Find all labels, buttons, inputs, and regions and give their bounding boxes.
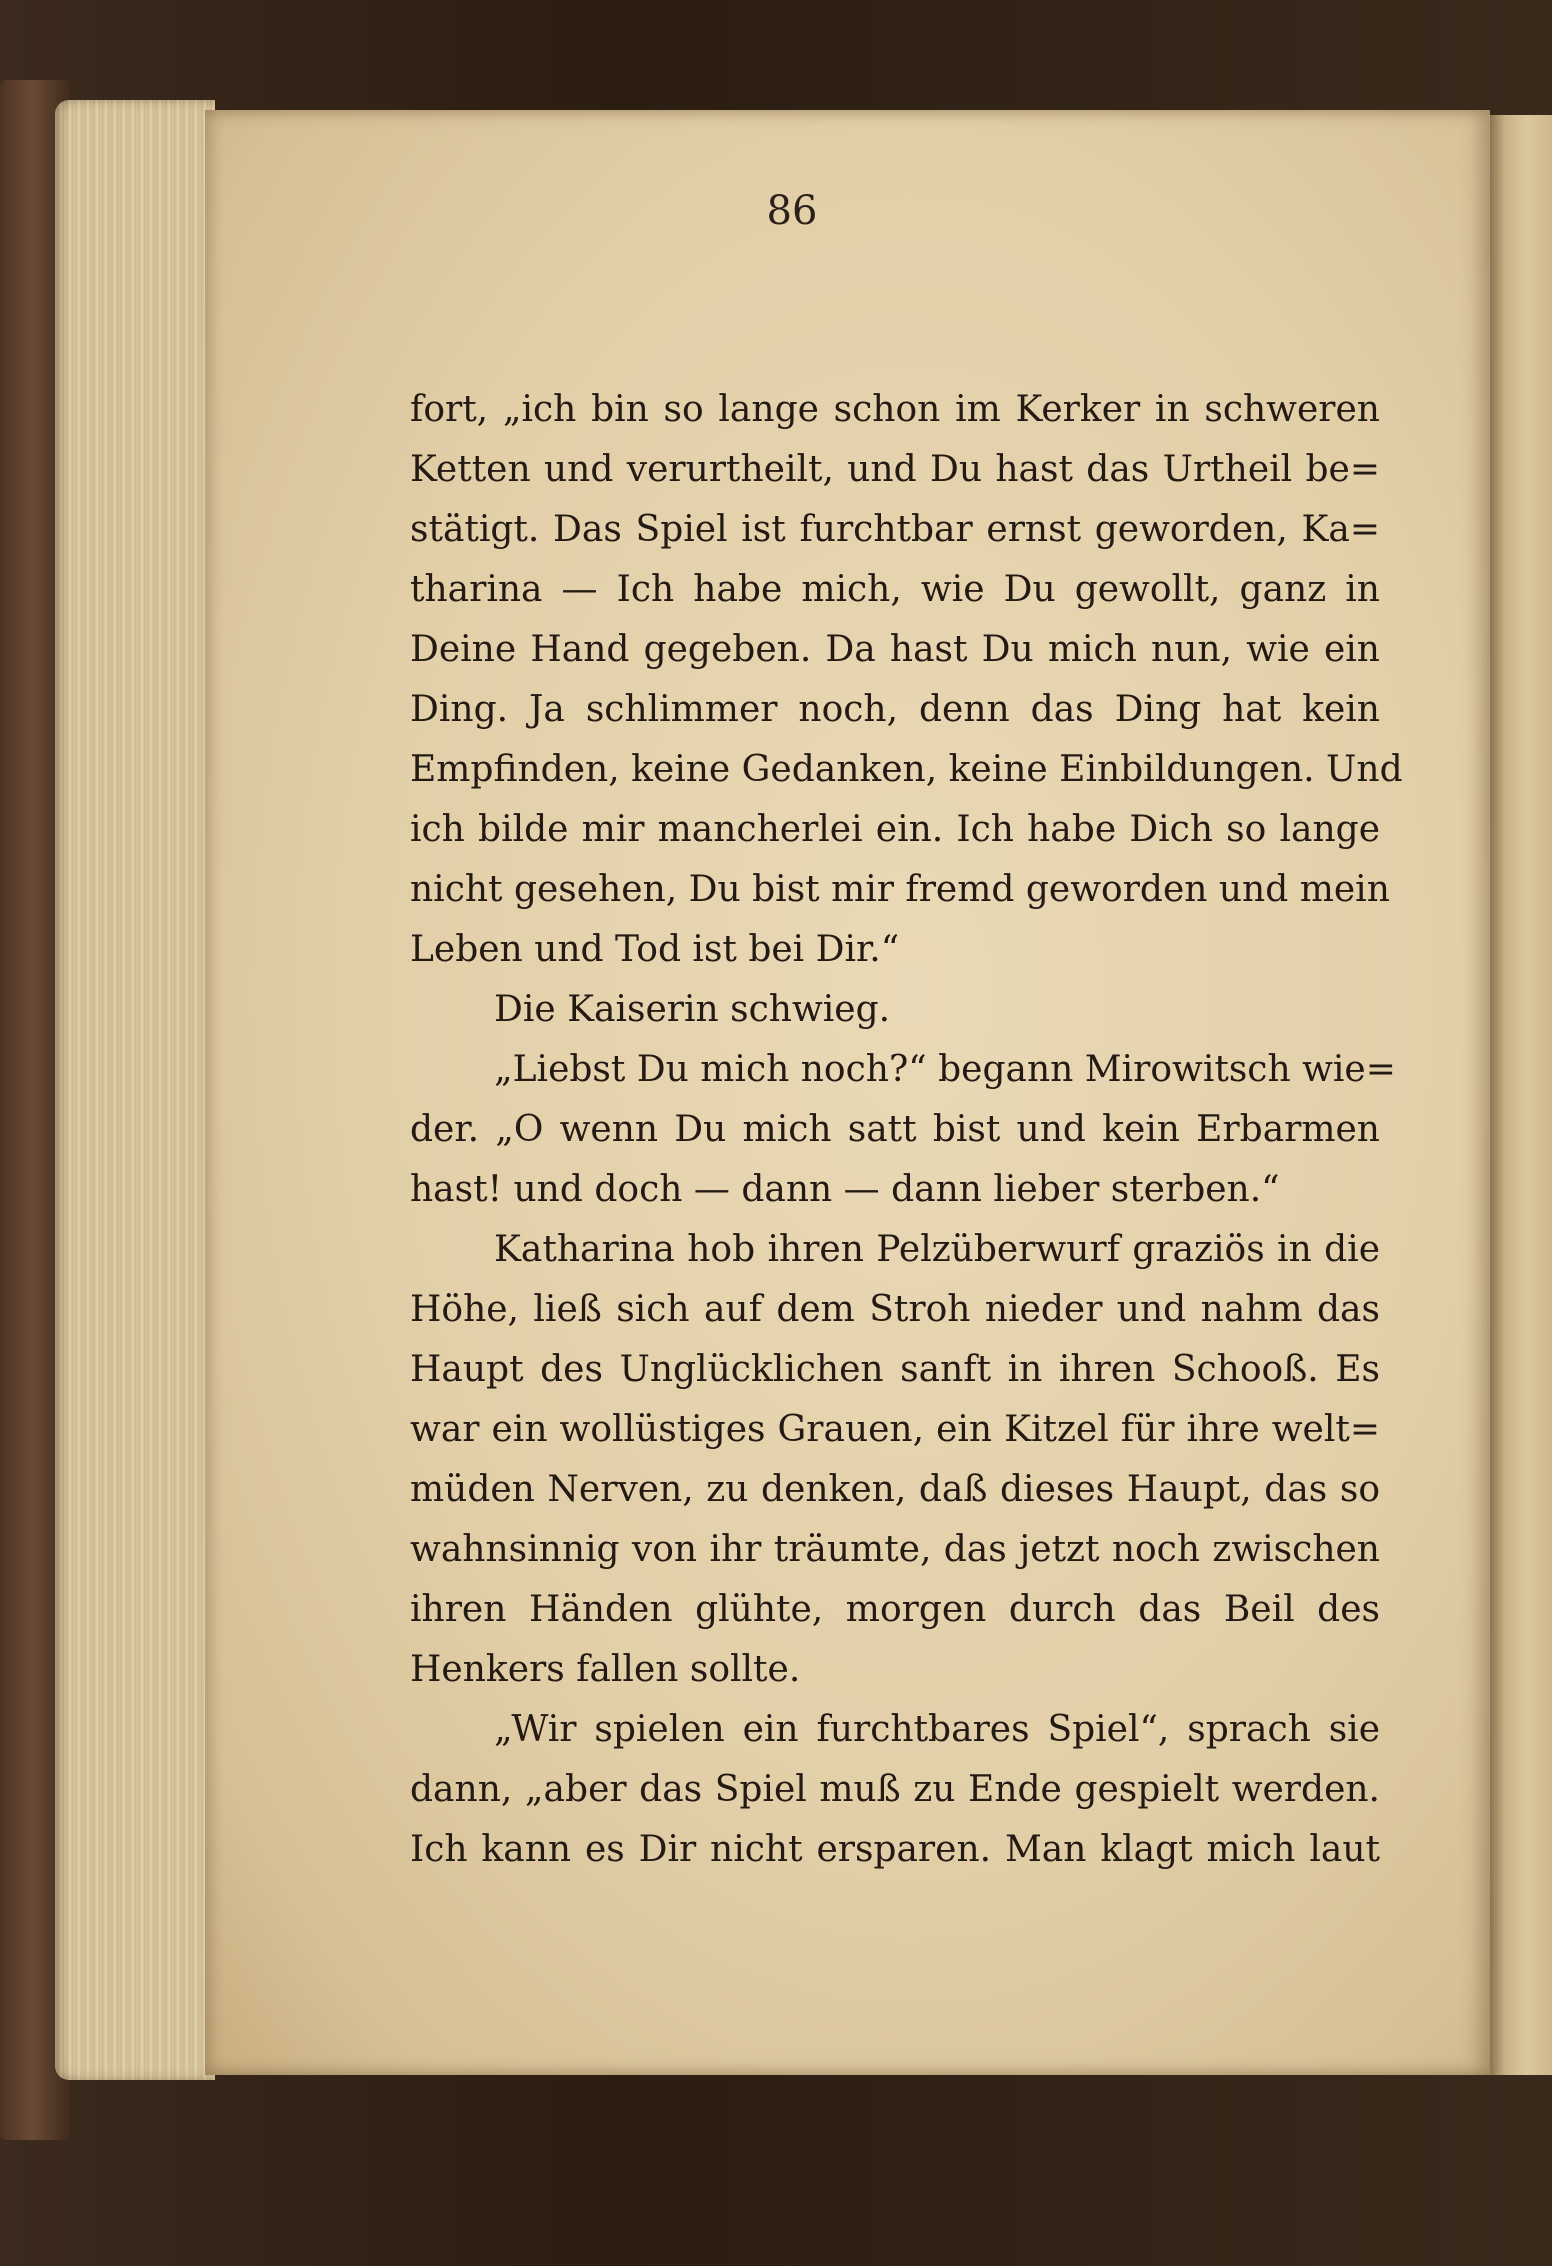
text-line: wahnsinnig von ihr träumte, das jetzt noch zwischen xyxy=(410,1529,1380,1570)
text-line: hast! und doch — dann — dann lieber sterben.“ xyxy=(410,1169,1280,1210)
text-line: müden Nerven, zu denken, daß dieses Haupt, das so xyxy=(410,1469,1380,1510)
stacked-page-edges xyxy=(55,100,215,2080)
text-line: Ding. Ja schlimmer noch, denn das Ding hat kein xyxy=(410,689,1380,730)
text-line: dann, „aber das Spiel muß zu Ende gespielt werden. xyxy=(410,1769,1380,1810)
text-line: der. „O wenn Du mich satt bist und kein Erbarmen xyxy=(410,1109,1380,1150)
book-gutter xyxy=(1490,115,1552,2075)
page-text-block xyxy=(410,380,1403,1880)
text-line: Deine Hand gegeben. Da hast Du mich nun, wie ein xyxy=(410,629,1380,670)
text-line: Henkers fallen sollte. xyxy=(410,1649,801,1690)
text-line: „Liebst Du mich noch?“ begann Mirowitsch wie= xyxy=(494,1049,1396,1090)
text-line: Empfinden, keine Gedanken, keine Einbildungen. Und xyxy=(410,749,1403,790)
page-number: 86 xyxy=(766,188,818,234)
text-line: Katharina hob ihren Pelzüberwurf graziös in die xyxy=(494,1229,1380,1270)
text-line: ich bilde mir mancherlei ein. Ich habe Dich so lange xyxy=(410,809,1380,850)
text-line: Die Kaiserin schwieg. xyxy=(494,989,891,1030)
text-line: Haupt des Unglücklichen sanft in ihren Schooß. Es xyxy=(410,1349,1380,1390)
text-line: Leben und Tod ist bei Dir.“ xyxy=(410,929,900,970)
text-line: „Wir spielen ein furchtbares Spiel“, sprach sie xyxy=(494,1709,1380,1750)
text-line: nicht gesehen, Du bist mir fremd geworden und mein xyxy=(410,869,1390,910)
text-line: fort, „ich bin so lange schon im Kerker in schweren xyxy=(410,389,1380,430)
text-line: stätigt. Das Spiel ist furchtbar ernst geworden, Ka= xyxy=(410,509,1380,550)
text-line: tharina — Ich habe mich, wie Du gewollt, ganz in xyxy=(410,569,1380,610)
text-line: Ich kann es Dir nicht ersparen. Man klagt mich laut xyxy=(410,1829,1380,1870)
text-line: war ein wollüstiges Grauen, ein Kitzel für ihre welt= xyxy=(410,1409,1380,1450)
text-line: Ketten und verurtheilt, und Du hast das Urtheil be= xyxy=(410,449,1380,490)
text-line: ihren Händen glühte, morgen durch das Beil des xyxy=(410,1589,1380,1630)
text-line: Höhe, ließ sich auf dem Stroh nieder und nahm das xyxy=(410,1289,1380,1330)
